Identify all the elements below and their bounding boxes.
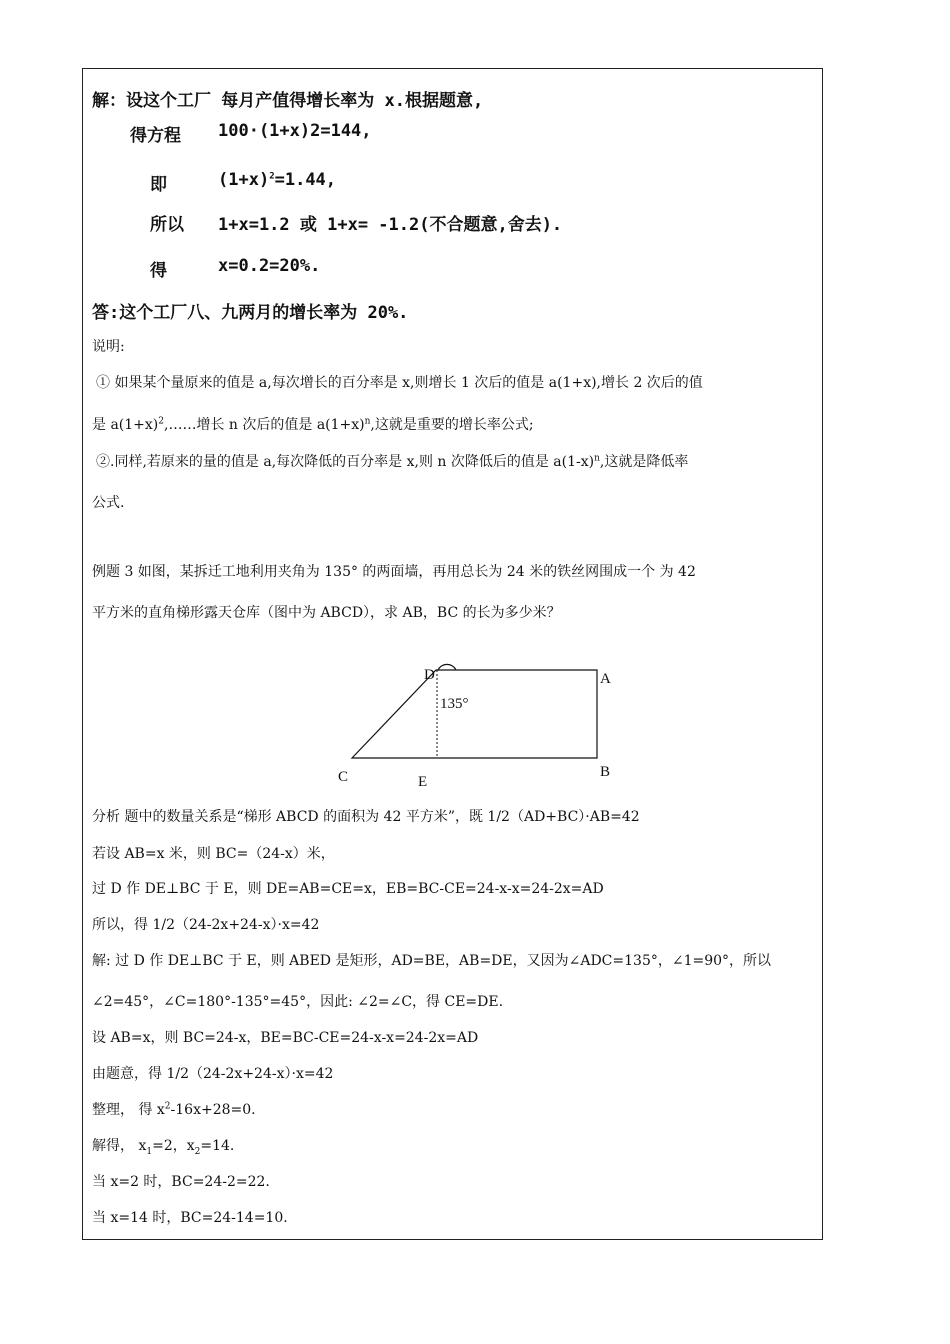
analysis-line-2: 若设 AB=x 米，则 BC=（24-x）米， xyxy=(92,846,335,862)
solution-2-line-6-part-b: =2，x xyxy=(152,1138,195,1154)
ji-label: 即 xyxy=(150,175,167,195)
ji-value xyxy=(218,170,336,190)
trapezoid-figure xyxy=(330,658,630,798)
note-1-exp-2: n xyxy=(364,416,371,427)
label-b: B xyxy=(600,764,611,780)
solution-2-line-8: 当 x=14 时，BC=24-14=10. xyxy=(92,1210,288,1226)
equation-label: 得方程 xyxy=(130,126,181,146)
solution-2-line-6-sub-2: 2 xyxy=(194,1146,201,1157)
label-e: E xyxy=(418,774,428,790)
label-angle: 135° xyxy=(440,696,469,712)
label-d: D xyxy=(424,667,435,683)
solution-intro: 解：设这个工厂 每月产值得增长率为 x.根据题意, xyxy=(92,91,484,111)
note-1-exp-1: 2 xyxy=(158,416,164,427)
solution-2-line-6-part-c: =14. xyxy=(200,1138,235,1154)
solution-2-line-5-part-b: -16x+28=0. xyxy=(170,1102,256,1118)
de-label: 得 xyxy=(150,261,167,281)
example-3-line-2: 平方米的直角梯形露天仓库（图中为 ABCD），求 AB，BC 的长为多少米？ xyxy=(92,605,561,621)
ji-rest: =1.44, xyxy=(274,170,337,190)
note-2-exp: n xyxy=(594,453,600,464)
note-2-part-1: ②.同样,若原来的量的值是 a,每次降低的百分率是 x,则 n 次降低后的值是 a(1-x) xyxy=(96,454,595,470)
note-1-part-2: ,……增长 n 次后的值是 a(1+x) xyxy=(164,417,365,433)
label-a: A xyxy=(600,671,611,687)
note-1-line-a: ① 如果某个量原来的值是 a,每次增长的百分率是 x,则增长 1 次后的值是 a(1+x),增长 2 次后的值 xyxy=(96,375,703,391)
notes-title: 说明: xyxy=(92,339,125,355)
solution-2-line-6 xyxy=(92,1135,234,1155)
note-2-line-b: 公式. xyxy=(92,495,125,511)
de-value: x=0.2=20%. xyxy=(218,256,321,276)
suoyi-value: 1+x=1.2 或 1+x= -1.2(不合题意,舍去). xyxy=(218,215,563,235)
example-3-line-1: 例题 3 如图，某拆迁工地利用夹角为 135° 的两面墙，再用总长为 24 米的铁丝网围成一个 为 42 xyxy=(92,564,696,580)
solution-2-line-3: 设 AB=x，则 BC=24-x，BE=BC-CE=24-x-x=24-2x=AD xyxy=(92,1030,479,1046)
equation-value: 100·(1+x)2=144, xyxy=(218,121,372,141)
note-2-part-2: ,这就是降低率 xyxy=(599,454,689,470)
analysis-line-4: 所以，得 1/2（24-2x+24-x）·x=42 xyxy=(92,917,320,933)
analysis-line-1: 分析 题中的数量关系是“梯形 ABCD 的面积为 42 平方米”，既 1/2（AD+BC）·AB=42 xyxy=(92,809,640,825)
solution-2-line-5 xyxy=(92,1099,256,1119)
note-1-part-3: ,这就是重要的增长率公式; xyxy=(370,417,534,433)
solution-2-line-5-part-a: 整理， 得 x xyxy=(92,1102,165,1118)
suoyi-label: 所以 xyxy=(150,215,184,235)
note-1-line-b xyxy=(92,414,534,434)
note-1-part-1: 是 a(1+x) xyxy=(92,417,159,433)
solution-2-line-2: ∠2=45°，∠C=180°-135°=45°，因此: ∠2=∠C，得 CE=DE. xyxy=(92,994,504,1010)
solution-2-line-6-part-a: 解得， x xyxy=(92,1138,147,1154)
solution-2-line-6-sub-1: 1 xyxy=(146,1146,153,1157)
solution-2-line-7: 当 x=2 时，BC=24-2=22. xyxy=(92,1174,270,1190)
ji-exponent: 2 xyxy=(269,171,275,182)
note-2-line-a xyxy=(96,451,688,471)
analysis-line-3: 过 D 作 DE⊥BC 于 E，则 DE=AB=CE=x，EB=BC-CE=24-x-x=24-2x=AD xyxy=(92,881,604,897)
label-c: C xyxy=(338,769,349,785)
answer-line: 答:这个工厂八、九两月的增长率为 20%. xyxy=(92,303,409,323)
solution-2-line-1: 解: 过 D 作 DE⊥BC 于 E，则 ABED 是矩形，AD=BE，AB=DE，又因为∠ADC=135°，∠1=90°，所以 xyxy=(92,953,772,969)
solution-2-line-5-exp: 2 xyxy=(164,1101,171,1112)
solution-2-line-4: 由题意，得 1/2（24-2x+24-x）·x=42 xyxy=(92,1066,334,1082)
angle-arc xyxy=(438,664,456,670)
ji-base: (1+x) xyxy=(218,170,270,190)
trapezoid-abcd xyxy=(352,670,597,758)
